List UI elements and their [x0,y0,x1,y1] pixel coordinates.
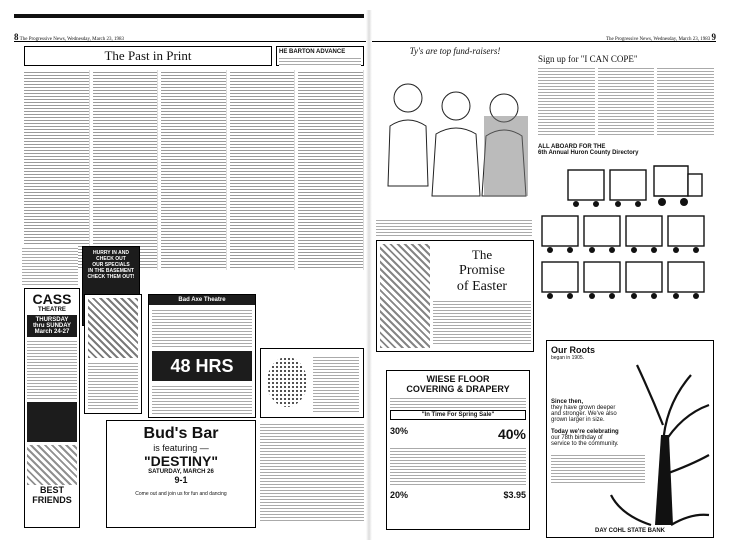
floor-slogan: "In Time For Spring Sale" [390,410,526,420]
theatre-ad [148,294,256,418]
article-column [230,70,296,270]
left-running-head: The Progressive News, Wednesday, March 23, 1983 [19,37,124,42]
easter-line2: Promise [459,263,505,278]
top-ad-text [279,56,361,66]
bar-line1: is featuring — [153,443,209,453]
illustrated-ad [84,294,142,414]
promo-line: IN THE BASEMENT [88,268,134,274]
cass-subtitle: THEATRE [38,307,66,313]
bank-name: DAY COHL STATE BANK [594,528,665,534]
photo-caption: Ty's are top fund-raisers! [409,46,501,56]
bar-name: Bud's Bar [143,425,219,442]
caption-text [376,218,532,236]
article-column [538,66,595,136]
small-article [22,246,78,286]
ad-illustration [88,298,138,358]
photo-sketch [376,56,534,206]
bank-subtitle: began in 1905. [551,355,585,361]
cass-schedule-line: March 24-27 [34,329,70,335]
theatre-title: Bad Axe Theatre [149,295,255,305]
photo-feature [376,46,534,216]
bank-text: service to the community. [551,441,619,447]
floor-name2: COVERING & DRAPERY [406,384,510,394]
train-feature [538,144,714,334]
floor-name: WIESE FLOOR [426,374,490,384]
bank-text: they have grown deeper [551,405,616,411]
cass-theatre-ad [24,288,80,528]
page-top-edge [14,14,364,18]
sign-up-title: Sign up for "I CAN COPE" [538,54,638,64]
left-page [14,32,366,532]
right-page-header [372,32,716,42]
cass-schedule-line: thru SUNDAY [32,323,72,329]
top-ad [276,46,364,66]
bank-fine-print [551,453,645,483]
portrait-text [313,355,359,413]
masthead [24,46,272,66]
train-subtitle: 6th Annual Huron County Directory [538,150,639,156]
easter-ad [376,240,534,352]
right-running-head: The Progressive News, Wednesday, March 23, 1983 [605,37,711,42]
bar-footer: Come out and join us for fun and dancing [135,491,227,497]
floor-discount: 30% [390,426,409,436]
train-title: ALL ABOARD FOR THE [538,144,606,150]
cass-footer-line: FRIENDS [32,495,72,505]
bank-text: Since then, [551,399,584,405]
floor-ad [386,370,530,530]
cass-promo-graphic [27,402,77,442]
easter-text [433,299,531,345]
bank-text: grown larger in size. [551,417,605,423]
portrait-ad [260,348,364,418]
bar-day: SATURDAY, MARCH 26 [148,469,214,475]
theatre-movie: 48 HRS [152,351,252,381]
right-page-number: 9 [711,32,716,42]
article-column [93,70,159,270]
bank-title: Our Roots [551,345,595,355]
theatre-text [152,308,252,348]
floor-text [390,396,526,408]
cass-text [27,339,77,399]
left-page-number: 8 [14,32,19,42]
portrait-photo [267,357,307,407]
article-column [657,66,714,136]
sign-up-column [538,54,714,144]
masthead-title: The Past in Print [104,48,192,63]
bank-text: Today we're celebrating [551,429,619,435]
bar-band: "DESTINY" [144,453,218,469]
article-column [161,70,227,270]
right-page [372,32,716,532]
article-columns [24,70,364,270]
article-column [24,70,90,270]
cass-title: CASS [32,291,72,307]
bank-text: our 78th birthday of [551,435,603,441]
bar-ad [106,420,256,528]
cass-drawing [27,445,77,485]
top-ad-title: HE BARTON ADVANCE [279,49,346,55]
promo-line: CHECK THEM OUT! [87,274,135,280]
promo-line: HURRY IN AND [93,250,129,256]
bank-text: and stronger. We've also [551,411,617,417]
cass-schedule-line: THURSDAY [35,317,69,323]
floor-price: $3.95 [503,490,526,500]
floor-text [390,446,526,486]
promo-line: OUR SPECIALS [92,262,130,268]
cass-schedule [27,315,77,337]
promo-line: CHECK OUT [96,256,126,262]
easter-line1: The [471,247,493,262]
cass-footer-line: BEST [39,485,64,495]
article-column [298,70,364,270]
floor-discount: 40% [497,426,526,442]
train-drawing [538,156,714,328]
article-column [598,66,655,136]
easter-line3: of Easter [456,279,508,294]
bar-time: 9-1 [174,475,188,485]
theatre-text [152,384,252,414]
article-text-block [260,422,364,522]
floor-discount: 20% [390,490,409,500]
left-page-header [14,32,366,42]
ad-text [88,361,138,411]
easter-illustration [380,244,430,348]
bank-ad [546,340,714,538]
